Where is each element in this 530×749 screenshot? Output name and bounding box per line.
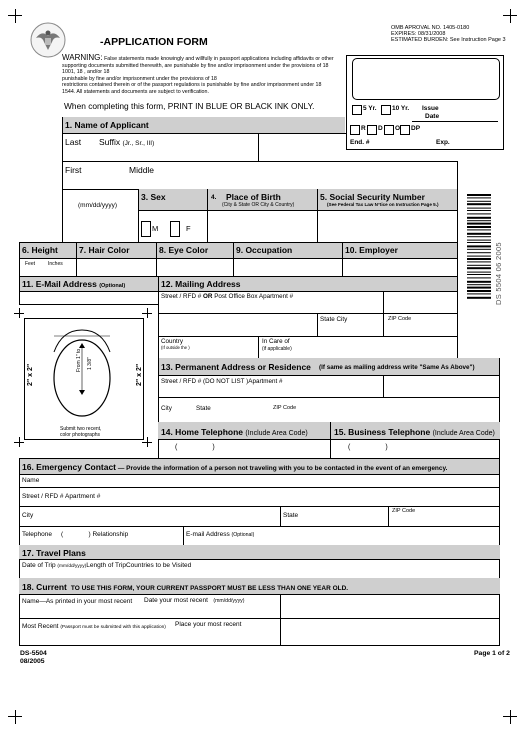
trip-field[interactable] xyxy=(21,569,496,577)
warning-line5: restrictions contained therein or of the passport regulations is punishable by fine and/or imprisonment under 18 xyxy=(62,82,322,89)
section4-label: Place of Birth xyxy=(226,192,281,202)
checkbox-10yr[interactable] xyxy=(381,105,391,115)
photo-caption-1: Submit two recent, xyxy=(60,426,102,432)
mailing-state-city-label: State City xyxy=(320,316,348,323)
current-date-label: Date your most recent (mm/dd/yyyy) xyxy=(144,597,245,604)
section4-hint: (City & State OR City & Country) xyxy=(222,202,295,208)
label-5yr: 5 Yr. xyxy=(363,105,377,112)
emergency-zip-label: ZIP Code xyxy=(392,508,416,514)
footer-form: DS-5504 xyxy=(20,650,47,657)
checkbox-dp[interactable] xyxy=(400,125,410,135)
section14-hint: (Include Area Code) xyxy=(245,430,308,437)
emergency-city-label: City xyxy=(22,512,34,519)
section5-label: 5. Social Security Number xyxy=(320,192,425,202)
photo-dim-right: 2" x 2" xyxy=(136,363,143,386)
sex-m-checkbox[interactable] xyxy=(141,221,151,237)
section13-label: 13. Permanent Address or Residence xyxy=(161,362,311,372)
section10-label: 10. Employer xyxy=(345,245,398,255)
height-field[interactable] xyxy=(21,267,74,275)
last-name-field[interactable] xyxy=(64,146,254,160)
label-exp: Exp. xyxy=(436,139,450,146)
permanent-state-label: State xyxy=(196,405,211,412)
section9-label: 9. Occupation xyxy=(236,245,293,255)
warning-line2: supporting documents submitted therewith, are punishable by fine and/or imprisonment under the provisions of 18 xyxy=(62,62,329,69)
checkbox-r[interactable] xyxy=(350,125,360,135)
occupation-field[interactable] xyxy=(235,260,340,275)
warning-line4: punishable by fine and/or imprisonment under the provisions of 18 xyxy=(62,75,217,82)
sex-f-checkbox[interactable] xyxy=(170,221,180,237)
section18-desc: TO USE THIS FORM, YOUR CURRENT PASSPORT MUST BE LESS THAN ONE YEAR OLD. xyxy=(70,585,349,592)
current-name-hint: As printed in your most recent xyxy=(45,598,133,605)
label-issue: Issue xyxy=(422,105,439,112)
business-phone-field[interactable]: ( ) xyxy=(348,444,388,451)
height-feet-label: Feet xyxy=(25,261,36,267)
crop-mark-top-left xyxy=(8,9,22,23)
trip-date-label: Date of Trip (mm/dd/yyyy)Length of TripCountries to be Visited xyxy=(22,562,192,569)
emergency-state-label: State xyxy=(283,512,299,519)
checkbox-5yr[interactable] xyxy=(352,105,362,115)
warning-line3: 1001, 18 , and/or 18 xyxy=(62,69,110,76)
barcode xyxy=(467,194,491,299)
place-of-birth-field[interactable] xyxy=(210,212,314,238)
emergency-telephone-label: Telephone ( ) Relationship xyxy=(22,531,129,538)
section12-label: 12. Mailing Address xyxy=(161,279,241,289)
permanent-city-label: City xyxy=(161,405,172,412)
sex-f-label: F xyxy=(186,224,191,233)
emergency-email-hint: (Optional) xyxy=(231,532,255,538)
permanent-city-field[interactable] xyxy=(160,413,497,421)
place-recent-field[interactable] xyxy=(21,631,277,643)
current-date-hint: (mm/dd/yyyy) xyxy=(213,598,245,604)
omb-expires: EXPIRES: 08/31/2008 xyxy=(391,31,446,37)
section18-label: 18. Current TO USE THIS FORM, YOUR CURRENT PASSPORT MUST BE LESS THAN ONE YEAR OLD. xyxy=(22,582,349,592)
emergency-street-field[interactable] xyxy=(21,500,496,505)
section16-label: 16. Emergency Contact — Provide the information of a person not traveling with you to be contacted in the event of an emergency. xyxy=(22,462,448,472)
section14-label: 14. Home Telephone (Include Area Code) xyxy=(161,427,308,437)
current-name-field[interactable] xyxy=(21,607,277,617)
checkbox-o[interactable] xyxy=(384,125,394,135)
label-end: End. # xyxy=(350,139,370,146)
section11-hint: (Optional) xyxy=(99,283,126,289)
emergency-email-field[interactable] xyxy=(262,529,496,539)
label-r: R xyxy=(361,125,366,132)
footer-page: Page 1 of 2 xyxy=(474,650,510,657)
sex-m-label: M xyxy=(152,224,159,233)
crop-mark-top-right xyxy=(503,9,517,23)
crop-mark-bottom-left xyxy=(8,710,22,724)
section7-label: 7. Hair Color xyxy=(79,245,130,255)
country-label: Country xyxy=(161,338,184,345)
label-issue-date: Date xyxy=(425,113,440,120)
section17-label: 17. Travel Plans xyxy=(22,548,86,558)
section15-label: 15. Business Telephone (Include Area Code) xyxy=(334,427,495,437)
mailing-zip-label: ZIP Code xyxy=(388,316,412,322)
emergency-street-label: Street / RFD # Apartment # xyxy=(22,493,101,500)
label-d: D xyxy=(378,125,383,132)
label-suffix: Suffix (Jr., Sr., III) xyxy=(99,137,155,147)
height-inches-label: Inches xyxy=(48,261,63,267)
suffix-hint: (Jr., Sr., III) xyxy=(122,140,155,147)
omb-approval: OMB APROVAL NO. 1405-0180 xyxy=(391,25,470,31)
emergency-phone-field[interactable] xyxy=(60,529,100,539)
first-name-field[interactable] xyxy=(64,176,444,188)
label-middle: Middle xyxy=(129,165,155,175)
most-recent-label: Most Recent (Passport must be submitted with this application) xyxy=(22,623,166,630)
office-inner-box xyxy=(352,58,500,100)
section1-label: 1. Name of Applicant xyxy=(65,120,149,130)
warning-lead: WARNING: xyxy=(62,53,103,62)
eagle-seal-icon xyxy=(30,22,66,58)
hair-color-field[interactable] xyxy=(78,260,154,275)
place-recent-label: Place your most recent xyxy=(175,621,242,628)
trip-length-label: Length of TripCountries to be Visited xyxy=(86,562,192,569)
checkbox-d[interactable] xyxy=(367,125,377,135)
photo-size-label: 1 3/8" xyxy=(87,357,93,370)
emergency-name-field[interactable] xyxy=(50,476,495,486)
permanent-zip-label: ZIP Code xyxy=(273,405,297,411)
section15-hint: (Include Area Code) xyxy=(432,430,495,437)
warning-block xyxy=(62,55,347,96)
label-last: Last xyxy=(65,137,82,147)
section11-label: 11. E-Mail Address (Optional) xyxy=(22,279,126,289)
emergency-name-label: Name xyxy=(22,477,40,484)
photo-dim-left: 2" x 2" xyxy=(27,363,34,386)
label-o: O xyxy=(395,125,401,132)
label-dp: DP xyxy=(411,125,421,132)
mailing-city-field[interactable] xyxy=(160,315,315,335)
warning-line6: 1544. All statements and documents are subject to verification. xyxy=(62,88,209,95)
section13-hint: (If same as mailing address write "Same As Above") xyxy=(319,364,475,371)
eye-color-field[interactable] xyxy=(158,260,231,275)
care-of-label: In Care of xyxy=(262,338,290,345)
section6-label: 6. Height xyxy=(22,245,58,255)
permanent-street-label: Street / RFD # (DO NOT LIST )Apartment # xyxy=(161,378,283,385)
section3-label: 3. Sex xyxy=(141,192,166,202)
ink-instruction: When completing this form, PRINT IN BLUE OR BLACK INK ONLY. xyxy=(64,101,315,111)
email-field[interactable] xyxy=(21,293,155,303)
section16-desc: Provide the information of a person not traveling with you to be contacted in the event of an emergency. xyxy=(126,465,448,472)
dob-field[interactable] xyxy=(64,212,134,238)
head-outline-icon xyxy=(40,324,124,428)
current-name-label: Name—As printed in your most recent xyxy=(22,598,133,605)
home-phone-field[interactable]: ( ) xyxy=(175,444,215,451)
omb-burden: ESTIMATED BURDEN: See Instruction Page 3 xyxy=(391,37,506,43)
photo-from-label: From 1" to xyxy=(76,348,82,372)
label-first: First xyxy=(65,165,82,175)
section4-num: 4. xyxy=(211,194,217,201)
barcode-text: DS 5504 06 2005 xyxy=(494,242,503,305)
employer-field[interactable] xyxy=(344,260,455,275)
care-of-hint: (if applicable) xyxy=(262,346,292,352)
photo-caption-2: color photographs xyxy=(60,432,101,438)
country-hint: (If outside the ) xyxy=(161,345,190,350)
label-10yr: 10 Yr. xyxy=(392,105,410,112)
permanent-street-field[interactable] xyxy=(160,386,380,396)
most-recent-hint: (Passport must be submitted with this application) xyxy=(60,625,166,630)
mailing-street-field[interactable] xyxy=(160,301,382,312)
ssn-field[interactable] xyxy=(320,212,454,238)
mailing-street-label: Street / RFD # OR Post Office Box Apartment # xyxy=(161,293,294,300)
form-title: -APPLICATION FORM xyxy=(100,36,208,48)
emergency-email-label: E-mail Address (Optional) xyxy=(186,531,255,538)
trip-date-hint: (mm/dd/yyyy) xyxy=(57,564,87,569)
section5-hint: (See Federal Tax Law N°tice on Instruction Page 5.) xyxy=(327,202,439,207)
crop-mark-bottom-right xyxy=(503,710,517,724)
footer-date: 08/2005 xyxy=(20,658,45,665)
section8-label: 8. Eye Color xyxy=(159,245,209,255)
warning-line1: False statements made knowingly and willfully in passport applications including affidavits or other xyxy=(102,56,334,62)
dob-hint: (mm/dd/yyyy) xyxy=(78,202,117,209)
